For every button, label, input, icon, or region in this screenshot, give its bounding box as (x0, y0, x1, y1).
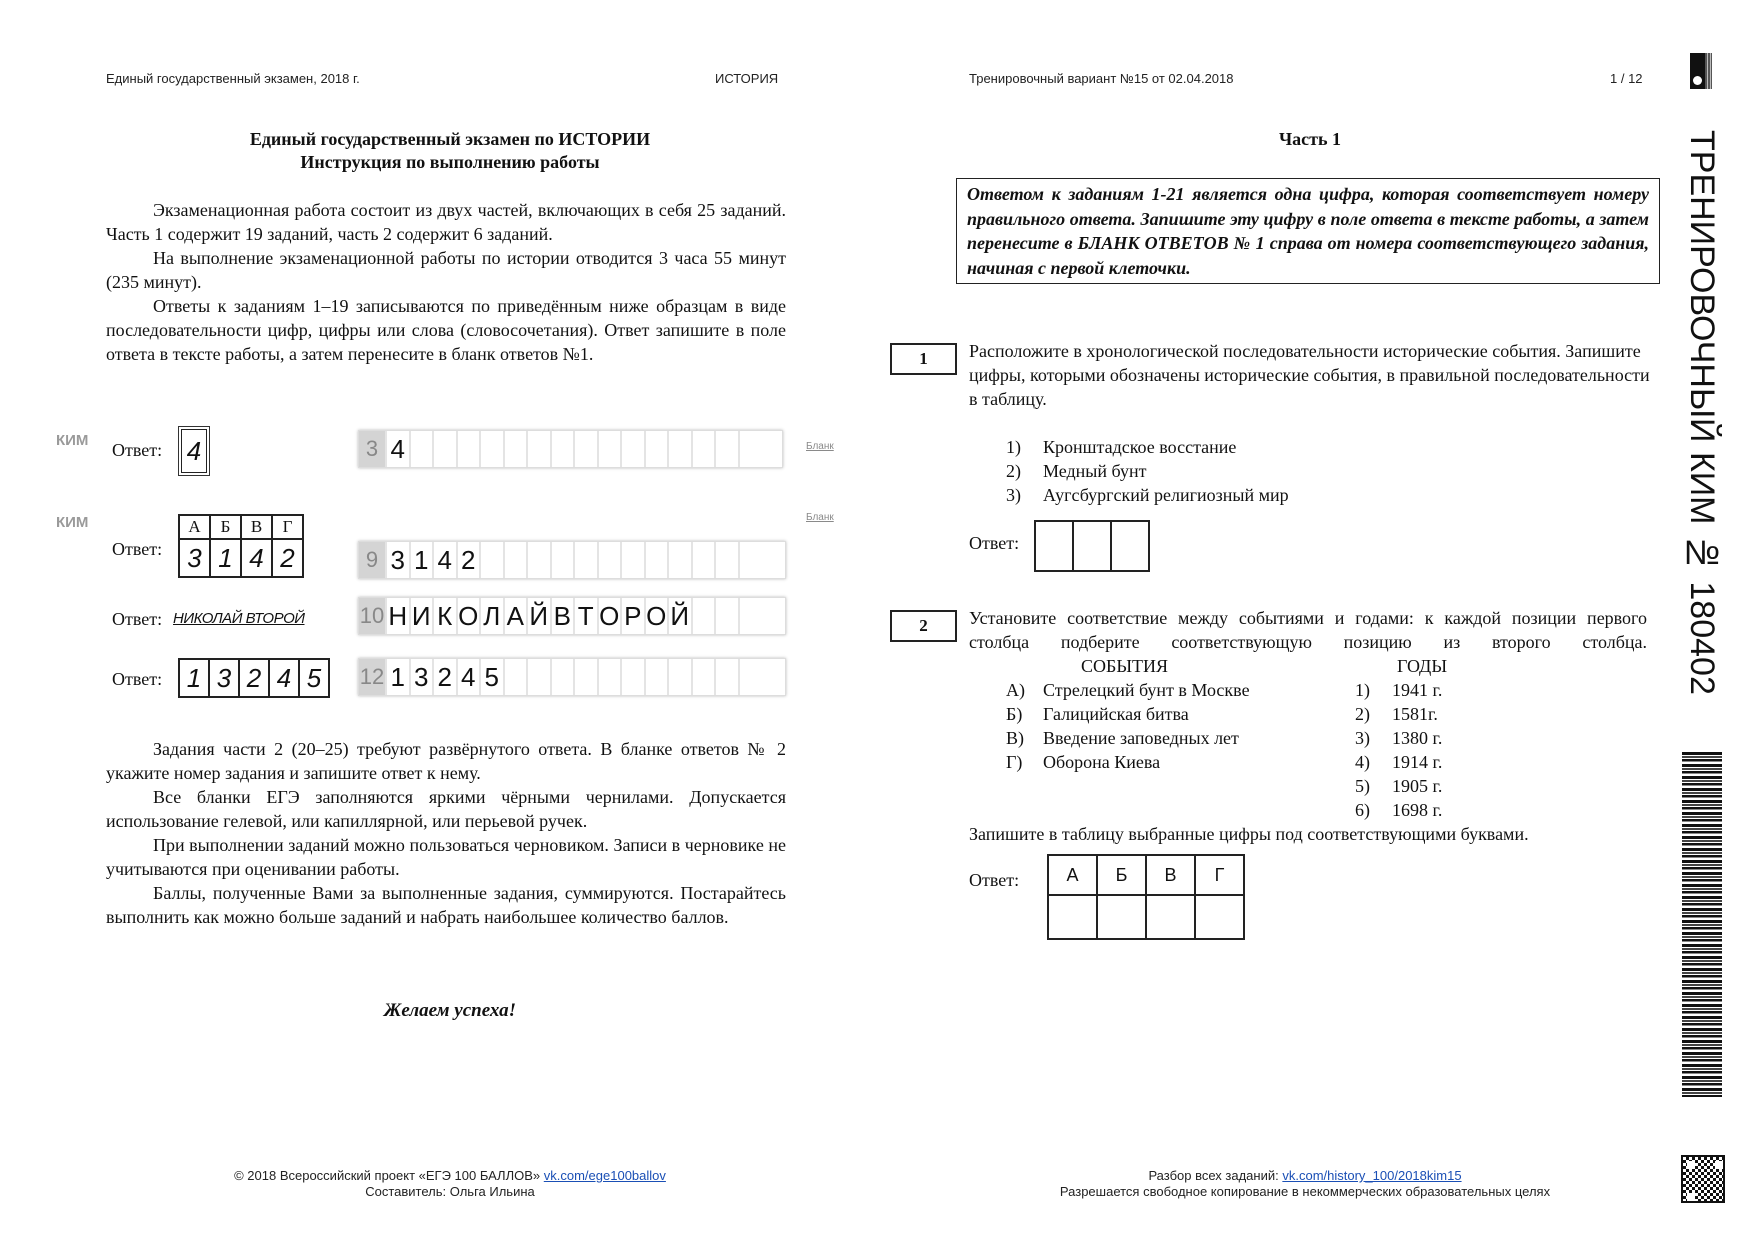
answer-label: Ответ: (112, 669, 163, 689)
event-letter: А) (1006, 680, 1025, 700)
year-text: 1380 г. (1392, 728, 1443, 748)
blank-cell: 1 (385, 659, 409, 695)
header-subject: ИСТОРИЯ (715, 71, 779, 86)
year-text: 1581г. (1392, 704, 1438, 724)
part-title: Часть 1 (1278, 129, 1342, 149)
blank-cell: 1 (409, 542, 433, 578)
kim-label: КИМ (56, 514, 89, 531)
blank-cell (620, 431, 644, 467)
column-header: Г (1195, 855, 1244, 895)
event-text: Оборона Киева (1043, 752, 1161, 772)
year-item (1355, 702, 1442, 726)
instruction-box: Ответом к заданиям 1-21 является одна цифра, которая соответствует номеру правильного ответа. Запишите эту цифру в поле ответа в тексте работы, а затем перенесите в БЛАНК ОТВЕТОВ № 1 справа от номера соответствующего задания, начиная с первой клеточки. (956, 178, 1660, 284)
event-item (1006, 702, 1250, 726)
blank-cell: Й (667, 598, 691, 634)
blank-cell: 2 (456, 542, 480, 578)
blank-cell (738, 542, 762, 578)
column-header: А (1048, 855, 1097, 895)
barcode-icon (1682, 752, 1722, 1097)
analysis-link[interactable]: vk.com/history_100/2018kim15 (1282, 1168, 1462, 1183)
blank-cell (691, 598, 715, 634)
years-list (1355, 678, 1442, 822)
blank-cell (526, 659, 550, 695)
blank-cell (691, 431, 715, 467)
blank-cell (503, 431, 527, 467)
copyright-text: © 2018 Всероссийский проект «ЕГЭ 100 БАЛЛОВ» (234, 1168, 541, 1183)
option (1006, 483, 1289, 507)
blank-cell (644, 542, 668, 578)
blank-cell (573, 431, 597, 467)
year-text: 1698 г. (1392, 800, 1443, 820)
blank-cell: 2 (432, 659, 456, 695)
option (1006, 459, 1289, 483)
event-item (1006, 678, 1250, 702)
sample-word-answer: НИКОЛАЙ ВТОРОЙ (173, 610, 305, 627)
column-header: Б (210, 515, 241, 539)
blank-cell: 4 (456, 659, 480, 695)
blank-cell (738, 659, 762, 695)
logo-icon (1690, 53, 1712, 89)
footer-right (1000, 1168, 1610, 1200)
outro-paragraph: Баллы, полученные Вами за выполненные задания, суммируются. Постарайтесь выполнить как можно больше заданий и набрать наибольшее количество баллов. (106, 883, 786, 927)
qr-code-icon (1681, 1155, 1725, 1203)
blank-cell: 4 (385, 431, 409, 467)
blank-cell (644, 431, 668, 467)
page-title (95, 128, 805, 174)
answer-cell: 2 (239, 659, 269, 697)
blank-cell (526, 542, 550, 578)
title-line-1: Единый государственный экзамен по ИСТОРИИ (249, 129, 651, 149)
table-instruction: Запишите в таблицу выбранные цифры под соответствующими буквами. (969, 824, 1529, 844)
header-variant: Тренировочный вариант №15 от 02.04.2018 (969, 71, 1234, 86)
blank-cell (714, 659, 738, 695)
footer-left (150, 1168, 750, 1200)
blank-label: Бланк (806, 441, 834, 452)
blank-cell (550, 542, 574, 578)
blank-cell: А (503, 598, 527, 634)
header-exam-title: Единый государственный экзамен, 2018 г. (106, 71, 360, 86)
outro-text (106, 737, 786, 929)
blank-cell (432, 431, 456, 467)
years-header: ГОДЫ (1397, 656, 1448, 676)
answer-cell: 1 (179, 659, 209, 697)
analysis-prefix: Разбор всех заданий: (1148, 1168, 1279, 1183)
year-number: 1) (1355, 680, 1370, 700)
events-header: СОБЫТИЯ (1081, 656, 1169, 676)
blank-cell (550, 431, 574, 467)
answer-input-cell[interactable] (1048, 895, 1097, 939)
wish-text: Желаем успеха! (383, 1000, 517, 1021)
sample-sequence-table (178, 658, 330, 698)
intro-paragraph: Ответы к заданиям 1–19 записываются по приведённым ниже образцам в виде последовательности цифр, цифры или слова (словосочетания). Ответ запишите в поле ответа в тексте работы, а затем перенесите в бланк ответов №1. (106, 296, 786, 364)
blank-cell: Р (620, 598, 644, 634)
task-number: 2 (890, 610, 957, 642)
kim-label: КИМ (56, 432, 89, 449)
option-text: Кронштадское восстание (1043, 437, 1237, 457)
blank-cell (597, 542, 621, 578)
blank-answer-strip (358, 541, 786, 579)
outro-paragraph: Задания части 2 (20–25) требуют развёрнутого ответа. В бланке ответов № 2 укажите номер задания и запишите ответ к нему. (106, 739, 786, 783)
option-number: 1) (1006, 437, 1021, 457)
task-number: 1 (890, 343, 957, 375)
task-text: Установите соответствие между событиями и годами: к каждой позиции первого столбца подберите соответствующую позицию из второго столбца. (969, 608, 1647, 652)
event-letter: Г) (1006, 752, 1023, 772)
year-item (1355, 798, 1442, 822)
answer-label: Ответ: (969, 533, 1020, 553)
blank-cell (691, 659, 715, 695)
year-number: 3) (1355, 728, 1370, 748)
intro-text (106, 198, 786, 366)
blank-cell (714, 542, 738, 578)
blank-cell (667, 431, 691, 467)
answer-input-cell[interactable] (1195, 895, 1244, 939)
event-letter: Б) (1006, 704, 1023, 724)
blank-task-number: 12 (359, 659, 385, 695)
blank-cell: 5 (479, 659, 503, 695)
blank-cell (479, 431, 503, 467)
blank-answer-strip (358, 658, 786, 696)
task1-options (1006, 435, 1289, 507)
year-text: 1905 г. (1392, 776, 1443, 796)
blank-cell (644, 659, 668, 695)
event-text: Введение заповедных лет (1043, 728, 1239, 748)
year-number: 5) (1355, 776, 1370, 796)
option (1006, 435, 1289, 459)
blank-cell: 4 (432, 542, 456, 578)
answer-label: Ответ: (112, 539, 163, 559)
title-line-2: Инструкция по выполнению работы (300, 152, 600, 172)
blank-cell: К (432, 598, 456, 634)
vertical-kim-label: ТРЕНИРОВОЧНЫЙ КИМ № 180402 (1683, 130, 1721, 695)
blank-cell: И (409, 598, 433, 634)
blank-cell (738, 431, 762, 467)
answer-label: Ответ: (112, 609, 163, 629)
column-header: В (1146, 855, 1195, 895)
answer-label: Ответ: (112, 440, 163, 460)
blank-cell: О (644, 598, 668, 634)
blank-cell (738, 598, 762, 634)
blank-cell (597, 659, 621, 695)
year-number: 2) (1355, 704, 1370, 724)
blank-cell (667, 659, 691, 695)
event-text: Стрелецкий бунт в Москве (1043, 680, 1250, 700)
page-number: 1 / 12 (1610, 71, 1643, 86)
sample-abvg-table (178, 514, 304, 578)
column-header: В (241, 515, 272, 539)
option-text: Аугсбургский религиозный мир (1043, 485, 1289, 505)
blank-answer-strip (358, 597, 786, 635)
blank-task-number: 9 (359, 542, 385, 578)
blank-cell: Т (573, 598, 597, 634)
answer-label: Ответ: (969, 870, 1020, 890)
blank-cell (620, 542, 644, 578)
blank-cell (714, 598, 738, 634)
column-header: Б (1097, 855, 1146, 895)
year-item (1355, 726, 1442, 750)
blank-cell (573, 659, 597, 695)
year-item (1355, 750, 1442, 774)
answer-cell: 4 (241, 539, 272, 577)
answer-cell: 3 (179, 539, 210, 577)
blank-cell: О (597, 598, 621, 634)
blank-cell (573, 542, 597, 578)
answer-cell: 5 (299, 659, 329, 697)
blank-cell (550, 659, 574, 695)
year-text: 1941 г. (1392, 680, 1443, 700)
vk-project-link[interactable]: vk.com/ege100ballov (543, 1168, 666, 1183)
blank-task-number: 10 (359, 598, 385, 634)
blank-cell (620, 659, 644, 695)
option-number: 3) (1006, 485, 1021, 505)
blank-answer-strip (358, 430, 783, 468)
intro-paragraph: Экзаменационная работа состоит из двух частей, включающих в себя 25 заданий. Часть 1 содержит 19 заданий, часть 2 содержит 6 заданий. (106, 200, 786, 244)
blank-cell (503, 542, 527, 578)
task-text: Расположите в хронологической последовательности исторические события. Запишите цифры, которыми обозначены исторические события, в правильной последовательности в таблицу. (969, 341, 1650, 409)
blank-cell (479, 542, 503, 578)
answer-input-cell[interactable] (1146, 895, 1195, 939)
blank-cell: 3 (385, 542, 409, 578)
events-list (1006, 678, 1250, 774)
author-text: Составитель: Ольга Ильина (365, 1184, 535, 1199)
answer-cell: 3 (209, 659, 239, 697)
outro-paragraph: Все бланки ЕГЭ заполняются яркими чёрными чернилами. Допускается использование гелевой, или капиллярной, или перьевой ручек. (106, 787, 786, 831)
answer-input-cell[interactable] (1097, 895, 1146, 939)
intro-paragraph: На выполнение экзаменационной работы по истории отводится 3 часа 55 минут (235 минут). (106, 248, 786, 292)
blank-cell (503, 659, 527, 695)
column-header: Г (272, 515, 303, 539)
event-item (1006, 750, 1250, 774)
year-item (1355, 774, 1442, 798)
license-text: Разрешается свободное копирование в некоммерческих образовательных целях (1059, 1184, 1551, 1199)
blank-label: Бланк (806, 512, 834, 523)
blank-cell (714, 431, 738, 467)
blank-cell: Н (385, 598, 409, 634)
answer-cell: 2 (272, 539, 303, 577)
year-number: 6) (1355, 800, 1370, 820)
event-item (1006, 726, 1250, 750)
answer-input-cell[interactable] (1111, 521, 1149, 571)
option-text: Медный бунт (1043, 461, 1147, 481)
blank-cell: 3 (409, 659, 433, 695)
blank-cell: Й (526, 598, 550, 634)
blank-cell (667, 542, 691, 578)
blank-cell (597, 431, 621, 467)
task2-answer-table (1047, 854, 1245, 940)
answer-cell: 4 (269, 659, 299, 697)
event-letter: В) (1006, 728, 1024, 748)
year-item (1355, 678, 1442, 702)
blank-cell: О (456, 598, 480, 634)
blank-cell (409, 431, 433, 467)
blank-cell: В (550, 598, 574, 634)
event-text: Галицийская битва (1043, 704, 1189, 724)
answer-input-cell[interactable] (1035, 521, 1073, 571)
blank-cell (526, 431, 550, 467)
column-header: А (179, 515, 210, 539)
blank-cell (691, 542, 715, 578)
task1-answer-table (1034, 520, 1150, 572)
sample-answer-box: 4 (181, 429, 207, 473)
year-text: 1914 г. (1392, 752, 1443, 772)
blank-task-number: 3 (359, 431, 385, 467)
option-number: 2) (1006, 461, 1021, 481)
answer-cell: 1 (210, 539, 241, 577)
year-number: 4) (1355, 752, 1370, 772)
outro-paragraph: При выполнении заданий можно пользоваться черновиком. Записи в черновике не учитываются при оценивании работы. (106, 835, 786, 879)
blank-cell: Л (479, 598, 503, 634)
blank-cell (456, 431, 480, 467)
answer-input-cell[interactable] (1073, 521, 1111, 571)
